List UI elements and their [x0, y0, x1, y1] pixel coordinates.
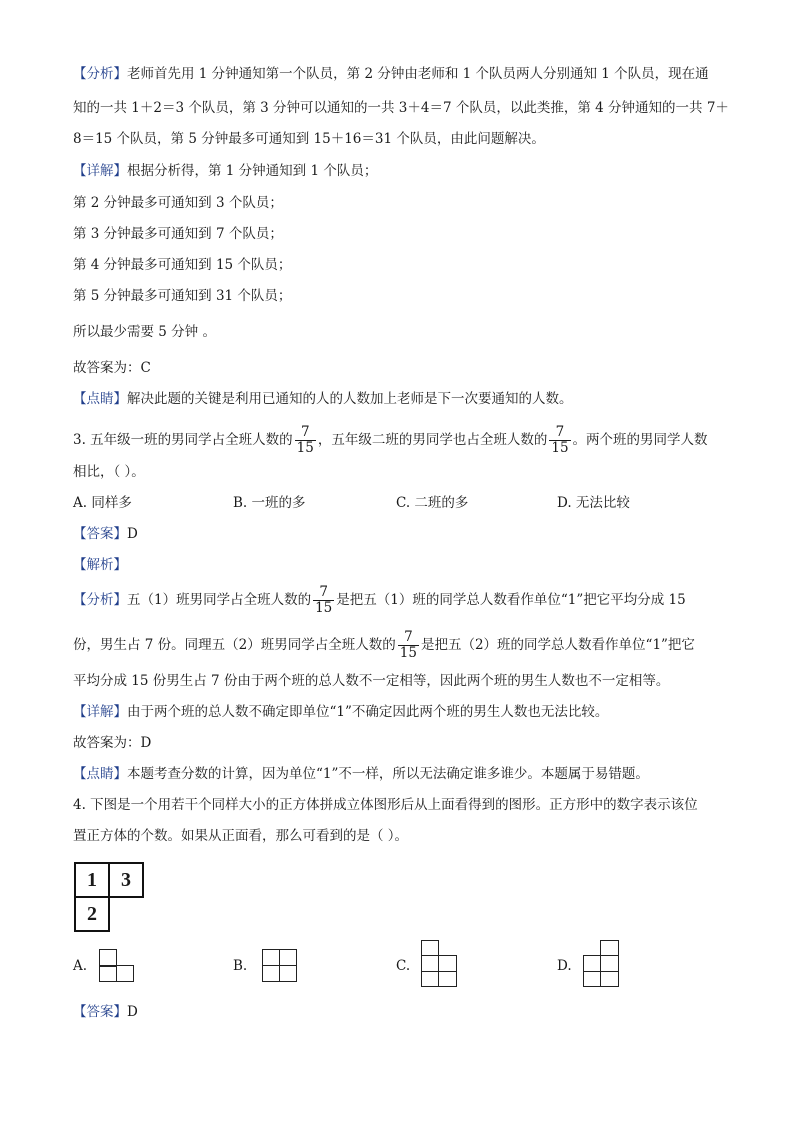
fraction — [549, 425, 570, 456]
q3-option-c[interactable]: C. 二班的多 — [396, 495, 469, 511]
q3-analysis-c: 份，男生占 7 份。同理五（2）班男同学占全班人数的 — [73, 637, 396, 653]
fraction — [398, 630, 419, 661]
detail-line-1 — [73, 161, 377, 181]
explanation-tag: 【解析】 — [73, 557, 127, 573]
analysis-line-1 — [73, 64, 709, 84]
q3-analysis-line-2 — [73, 628, 695, 662]
comment-line — [73, 389, 573, 409]
q3-explanation-heading — [73, 555, 127, 575]
fraction — [313, 585, 334, 616]
answer-tag: 【答案】 — [73, 1004, 127, 1020]
q3-option-b[interactable]: B. 一班的多 — [233, 495, 306, 511]
fraction-numerator: 7 — [295, 425, 316, 441]
answer-value: D — [127, 1004, 138, 1020]
grid-cell: 1 — [75, 863, 109, 897]
q3-detail-text: 由于两个班的总人数不确定即单位“1”不确定因此两个班的男生人数也无法比较。 — [127, 704, 609, 720]
fraction-denominator: 15 — [551, 440, 569, 456]
q4-stem-line-2: 置正方体的个数。如果从正面看，那么可看到的是（ ）。 — [73, 828, 409, 844]
comment-tag: 【点睛】 — [73, 391, 127, 407]
q3-comment-text: 本题考查分数的计算，因为单位“1”不一样，所以无法确定谁多谁少。本题属于易错题。 — [127, 766, 649, 782]
fraction-denominator: 15 — [399, 645, 417, 661]
q3-stem-line-2: 相比，（ ）。 — [73, 464, 145, 480]
q4-option-c-label[interactable]: C. — [396, 958, 411, 974]
q3-stem-part-1: 3. 五年级一班的男同学占全班人数的 — [73, 432, 293, 448]
fraction-numerator: 7 — [398, 630, 419, 646]
q3-stem-part-3: 。两个班的男同学人数 — [572, 432, 708, 448]
q4-option-c-figure[interactable] — [421, 940, 458, 988]
detail-line-4: 第 4 分钟最多可通知到 15 个队员； — [73, 257, 292, 273]
detail-tag: 【详解】 — [73, 704, 127, 720]
detail-line-5: 第 5 分钟最多可通知到 31 个队员； — [73, 288, 292, 304]
grid-cell: 2 — [75, 897, 109, 931]
detail-line-6: 所以最少需要 5 分钟 。 — [73, 324, 216, 340]
fraction-numerator: 7 — [313, 585, 334, 601]
analysis-tag: 【分析】 — [73, 592, 127, 608]
q3-detail-line — [73, 702, 608, 722]
detail-line-2: 第 2 分钟最多可通知到 3 个队员； — [73, 195, 283, 211]
q3-answer-line — [73, 524, 138, 544]
detail-line-3: 第 3 分钟最多可通知到 7 个队员； — [73, 226, 283, 242]
grid-empty — [109, 897, 143, 931]
q4-stem-line-1: 4. 下图是一个用若干个同样大小的正方体拼成立体图形后从上面看得到的图形。正方形中的数字表示该位 — [73, 797, 698, 813]
q3-option-a[interactable]: A. 同样多 — [73, 495, 132, 511]
q4-option-b-label[interactable]: B. — [233, 958, 248, 974]
q4-answer-line — [73, 1002, 138, 1022]
analysis-line-2: 知的一共 1＋2＝3 个队员，第 3 分钟可以通知的一共 3＋4＝7 个队员，以此类推，第 4 分钟通知的一共 7＋ — [73, 100, 729, 116]
q4-option-d-label[interactable]: D. — [557, 958, 572, 974]
q4-option-a-label[interactable]: A. — [73, 958, 88, 974]
q3-stem-part-2: ，五年级二班的男同学也占全班人数的 — [317, 432, 548, 448]
q3-option-d[interactable]: D. 无法比较 — [557, 495, 630, 511]
comment-tag: 【点睛】 — [73, 766, 127, 782]
answer-value: D — [127, 526, 138, 542]
q4-option-d-figure[interactable] — [583, 940, 620, 988]
fraction-numerator: 7 — [549, 425, 570, 441]
q4-option-a-figure[interactable] — [99, 949, 135, 983]
q3-analysis-line-3: 平均分成 15 份男生占 7 份由于两个班的总人数不一定相等，因此两个班的男生人数也不一定相等。 — [73, 673, 670, 689]
q3-final-answer: 故答案为：D — [73, 735, 152, 751]
q3-analysis-d: 是把五（2）班的同学总人数看作单位“1”把它 — [420, 637, 695, 653]
fraction-denominator: 15 — [315, 600, 333, 616]
grid-cell: 3 — [109, 863, 143, 897]
q3-stem-line-1 — [73, 423, 708, 457]
analysis-tag: 【分析】 — [73, 66, 127, 82]
fraction-denominator: 15 — [296, 440, 314, 456]
answer-tag: 【答案】 — [73, 526, 127, 542]
fraction — [295, 425, 316, 456]
comment-text: 解决此题的关键是利用已通知的人的人数加上老师是下一次要通知的人数。 — [127, 391, 573, 407]
top-view-grid — [74, 862, 144, 932]
q3-analysis-b: 是把五（1）班的同学总人数看作单位“1”把它平均分成 15 — [336, 592, 686, 608]
answer-line: 故答案为：C — [73, 360, 151, 376]
detail-text-1: 根据分析得，第 1 分钟通知到 1 个队员； — [127, 163, 378, 179]
q3-analysis-line-1 — [73, 583, 686, 617]
analysis-line-3: 8＝15 个队员，第 5 分钟最多可通知到 15＋16＝31 个队员，由此问题解决。 — [73, 131, 545, 147]
detail-tag: 【详解】 — [73, 163, 127, 179]
q3-analysis-a: 五（1）班男同学占全班人数的 — [127, 592, 312, 608]
q3-comment-line — [73, 764, 649, 784]
q4-option-b-figure[interactable] — [262, 949, 298, 983]
analysis-text-1: 老师首先用 1 分钟通知第一个队员，第 2 分钟由老师和 1 个队员两人分别通知 1 个队员，现在通 — [127, 66, 709, 82]
